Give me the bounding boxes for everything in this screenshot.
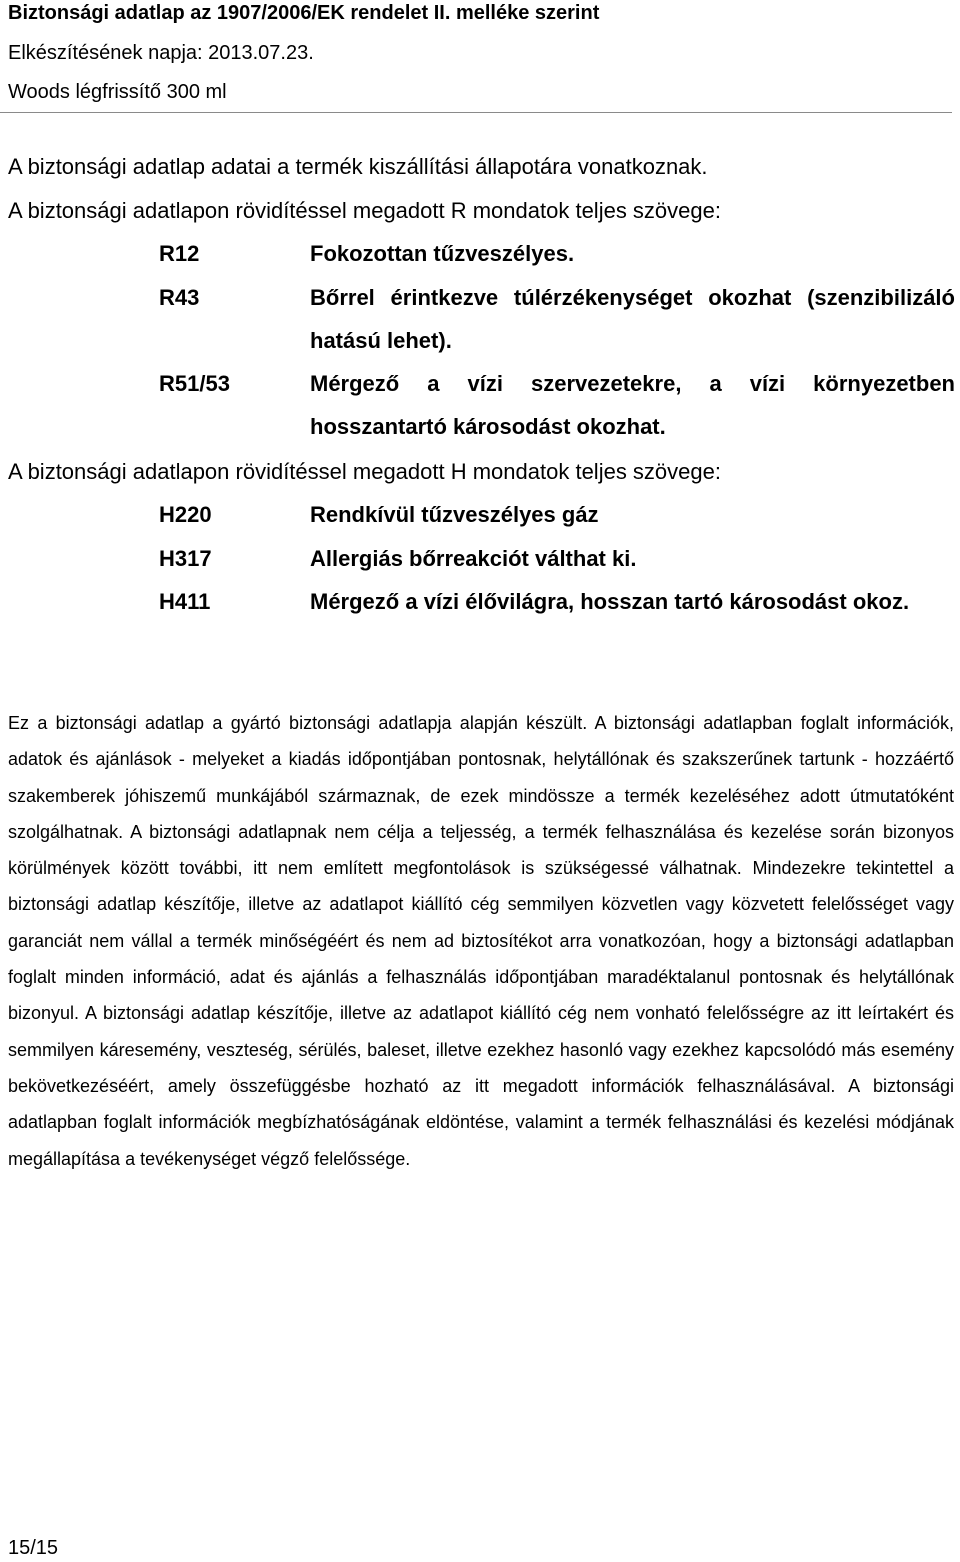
disclaimer-paragraph: Ez a biztonsági adatlap a gyártó biztonsági adatlapja alapján készült. A biztonsági adatlapban foglalt információk, adatok és ajánlások - melyeket a kiadás időpontjában pontosnak, helytállónak és szakszerűnek tartunk - hozzáértő szakemberek jóhiszemű munkájából származnak, de ezek mindössze a termék kezeléséhez adott útmutatóként szolgálhatnak. A biztonsági adatlapnak nem célja a teljesség, a termék felhasználása és kezelése során bizonyos körülmények között további, itt nem említett megfontolások is szükségessé válhatnak. Mindezekre tekintettel a biztonsági adatlap készítője, illetve az adatlapot kiállító cég semmilyen közvetlen vagy közvetett felelősséget vagy garanciát nem vállal a termék minőségéért és nem ad biztosítékot arra vonatkozóan, hogy a biztonsági adatlapban foglalt minden információ, adat és ajánlás a felhasználás időpontjában maradéktalanul pontosnak és helytállónak bizonyul. A biztonsági adatlap készítője, illetve az adatlapot kiállító cég nem vonható felelősségre az itt leírtakért és semmilyen káresemény, veszteség, sérülés, baleset, illetve ezekhez hasonló vagy ezekhez kapcsolódó más esemény bekövetkezéséért, amely összefüggésbe hozható az itt megadott információk felhasználásával. A biztonsági adatlapban foglalt információk megbízhatóságának eldöntése, valamint a termék felhasználási és kezelési módjának megállapítása a tevékenységet végző felelőssége. [8,713,954,1169]
phrase-text: Allergiás bőrreakciót válthat ki. [310,546,637,571]
phrase-code: R43 [159,285,200,310]
phrase-code: H411 [159,589,211,614]
phrase-text: Mérgező a vízi élővilágra, hosszan tartó károsodást okoz. [310,589,910,614]
page-number: 15/15 [8,1537,59,1559]
r-phrases-heading: A biztonsági adatlapon rövidítéssel megadott R mondatok teljes szövege: [8,198,721,223]
phrase-text: Fokozottan tűzveszélyes. [310,241,575,266]
phrase-text: Mérgező a vízi szervezetekre, a vízi környezetben hosszantartó károsodást okozhat. [310,371,955,439]
product-name: Woods légfrissítő 300 ml [8,81,227,103]
phrase-code: H220 [159,502,212,527]
phrase-code: R12 [159,241,200,266]
header-divider [0,112,952,113]
preparation-date: Elkészítésének napja: 2013.07.23. [8,42,314,64]
intro-statement: A biztonsági adatlap adatai a termék kiszállítási állapotára vonatkoznak. [8,154,708,179]
phrase-text: Bőrrel érintkezve túlérzékenységet okozhat (szenzibilizáló hatású lehet). [310,285,955,353]
phrase-code: H317 [159,546,212,571]
phrase-code: R51/53 [159,371,230,396]
h-phrases-heading: A biztonsági adatlapon rövidítéssel megadott H mondatok teljes szövege: [8,459,721,484]
phrase-text: Rendkívül tűzveszélyes gáz [310,502,599,527]
document-title: Biztonsági adatlap az 1907/2006/EK rendelet II. melléke szerint [8,2,600,24]
